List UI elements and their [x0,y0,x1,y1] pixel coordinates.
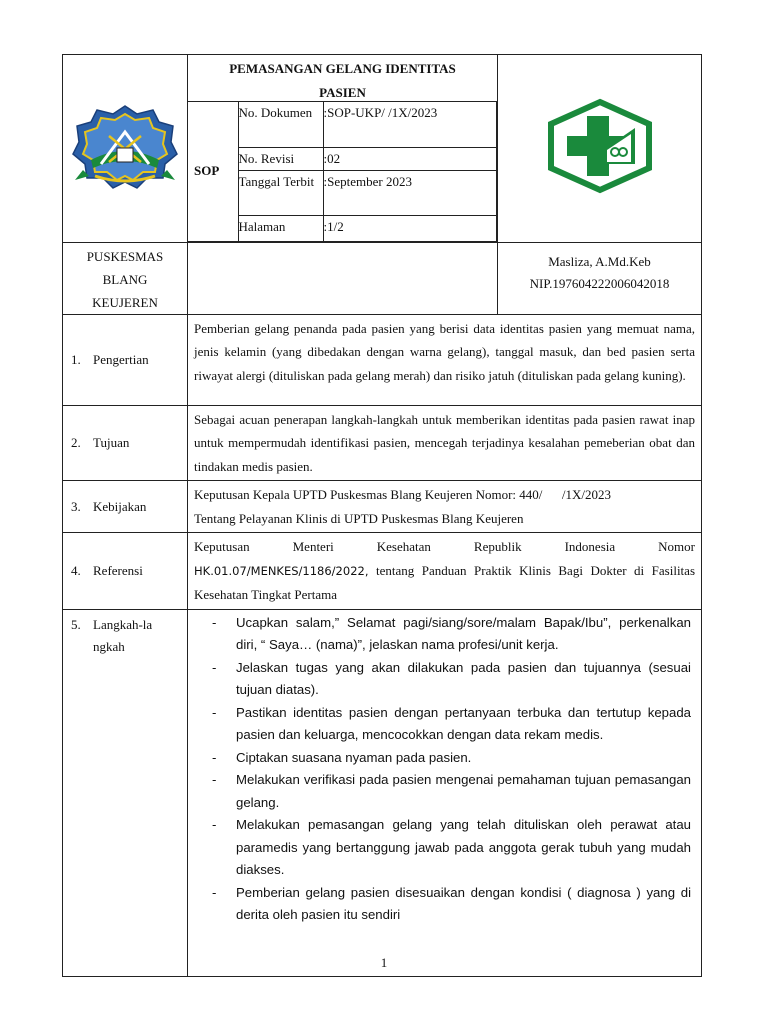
section-title: Langkah-langkah [93,616,153,654]
section-number: 3. [71,498,81,514]
sop-label: SOP [188,102,238,241]
section-text-pengertian: Pemberian gelang penanda pada pasien yang berisi data identitas pasien yang memuat nama, jenis kelamin (yang dibedakan dengan warna gelang), tanggal masuk, dan bed pasien serta riwayat alergi (dituliskan pada gelang merah) dan risiko jatuh (dituliskan pada gelang kuning). [188,314,702,405]
meta-value-no-dokumen: :SOP-UKP/ /1X/2023 [323,102,497,147]
document-header [188,55,498,243]
meta-label-tanggal-terbit: Tanggal Terbit [238,170,323,215]
section-title: Pengertian [93,351,149,367]
step-item: - Pastikan identitas pasien dengan pertanyaan terbuka dan tertutup kepada pasien dan keluarga, mencocokkan dengan data rekam medis. [212,702,691,747]
section-title: Kebijakan [93,498,147,514]
puskesmas-logo-cell [498,55,702,243]
meta-value-tanggal-terbit: :September 2023 [323,170,497,215]
referensi-rest: tentang Panduan Praktik Klinis Bagi Dokter di Fasilitas Kesehatan Tingkat Pertama [194,562,695,602]
regency-logo-cell [63,55,188,243]
meta-label-halaman: Halaman [238,215,323,241]
signatory-nip: NIP.197604222006042018 [529,275,670,291]
document-title: PEMASANGAN GELANG IDENTITAS PASIEN [188,55,497,102]
signature-blank-cell [188,242,498,314]
signatory-name: Masliza, A.Md.Keb [548,253,651,269]
section-number: 1. [71,351,81,367]
section-label-tujuan [63,405,188,481]
meta-label-no-revisi: No. Revisi [238,147,323,170]
step-item: - Ucapkan salam,” Selamat pagi/siang/sore/malam Bapak/Ibu”, perkenalkan diri, “ Saya… (nama)”, jelaskan nama profesi/unit kerja. [212,612,691,657]
step-item: - Melakukan verifikasi pada pasien mengenai pemahaman tujuan pemasangan gelang. [212,769,691,814]
kebijakan-line-1: Keputusan Kepala UPTD Puskesmas Blang Keujeren Nomor: 440/ /1X/2023 [194,487,612,502]
meta-label-no-dokumen: No. Dokumen [238,102,323,147]
section-text-tujuan: Sebagai acuan penerapan langkah-langkah untuk memberikan identitas pada pasien rawat inap untuk mempermudah identifikasi pasien, mencegah terjadinya kesalahan pemeberian obat dan tindakan medis pasien. [188,405,702,481]
section-label-kebijakan [63,481,188,533]
section-number: 5. [71,616,81,632]
section-title: Referensi [93,562,143,578]
section-number: 2. [71,434,81,450]
section-text-kebijakan [188,481,702,533]
meta-value-halaman: :1/2 [323,215,497,241]
kebijakan-line-2: Tentang Pelayanan Klinis di UPTD Puskesmas Blang Keujeren [194,510,524,526]
section-text-referensi [188,533,702,610]
section-label-referensi [63,533,188,610]
document-meta-table [188,102,497,242]
puskesmas-name: PUSKESMAS BLANG KEUJEREN [63,242,188,314]
step-item: - Melakukan pemasangan gelang yang telah dituliskan oleh perawat atau paramedis yang bertanggung jawab pada anggota gerak tubuh yang mudah diakses. [212,814,691,882]
meta-value-no-revisi: :02 [323,147,497,170]
puskesmas-logo-icon [545,98,655,194]
step-item: - Ciptakan suasana nyaman pada pasien. [212,747,691,770]
signatory-block [498,242,702,314]
section-steps-langkah [188,609,702,976]
section-label-pengertian [63,314,188,405]
regency-emblem-icon [71,102,179,190]
section-title: Tujuan [93,434,130,450]
steps-list [188,610,701,931]
section-number: 4. [71,562,81,578]
referensi-line-2 [194,559,695,607]
referensi-line-1: Keputusan Menteri Kesehatan Republik Indonesia Nomor [194,539,695,554]
section-label-langkah [63,609,188,976]
step-item: - Pemberian gelang pasien disesuaikan dengan kondisi ( diagnosa ) yang di derita oleh pasien itu sendiri [212,882,691,927]
page-number: 1 [380,955,388,970]
step-item: - Jelaskan tugas yang akan dilakukan pada pasien dan tujuannya (sesuai tujuan diatas). [212,657,691,702]
referensi-code: HK.01.07/MENKES/1186/2022, [194,563,369,578]
sop-table [62,54,702,977]
